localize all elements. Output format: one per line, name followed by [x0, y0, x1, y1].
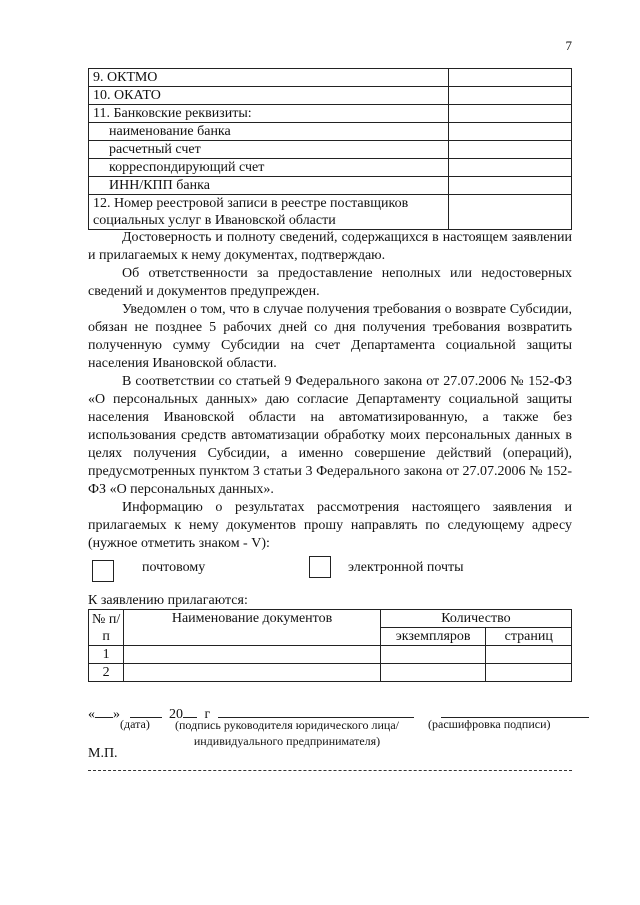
stamp-place: М.П.: [88, 746, 118, 761]
requisite-label: наименование банка: [89, 123, 449, 141]
attachments-title: К заявлению прилагаются:: [88, 593, 248, 608]
paragraph-refund-notice: Уведомлен о том, что в случае получения требования о возврате Субсидии, обязан не позднее 5 рабочих дней со дня получения требования возвратить полученную сумму Субсидии на счет Департамента социальной защиты населения Ивановской области.: [88, 302, 572, 371]
requisite-row: [89, 69, 572, 87]
requisite-row: [89, 105, 572, 123]
attachment-pages-field[interactable]: [486, 646, 572, 664]
signature-field[interactable]: [218, 703, 414, 718]
attachment-number: 2: [89, 664, 124, 682]
requisite-label: ИНН/КПП банка: [89, 177, 449, 195]
requisite-label: 12. Номер реестровой записи в реестре поставщиков социальных услуг в Ивановской области: [89, 195, 449, 230]
attachment-name-field[interactable]: [124, 664, 381, 682]
attachment-copies-field[interactable]: [380, 664, 486, 682]
attachment-number: 1: [89, 646, 124, 664]
requisite-label: расчетный счет: [89, 141, 449, 159]
requisite-row: [89, 141, 572, 159]
requisite-value-field[interactable]: [449, 69, 572, 87]
column-header-quantity: Количество: [380, 610, 571, 628]
signature-decoding-field[interactable]: [441, 703, 589, 718]
year-prefix: 20: [169, 707, 183, 722]
attachment-row: [89, 646, 572, 664]
requisite-value-field[interactable]: [449, 159, 572, 177]
requisite-row: [89, 87, 572, 105]
requisites-table: [88, 68, 572, 230]
month-field[interactable]: [130, 703, 162, 718]
day-field[interactable]: [95, 703, 113, 718]
column-header-document-name: Наименование документов: [124, 610, 381, 646]
attachment-copies-field[interactable]: [380, 646, 486, 664]
requisite-row: [89, 123, 572, 141]
column-header-number: № п/п: [89, 610, 124, 646]
email-option-label: электронной почты: [348, 560, 464, 575]
requisite-label: 9. ОКТМО: [89, 69, 449, 87]
email-checkbox[interactable]: [309, 556, 331, 578]
date-open-quote: «: [88, 707, 95, 722]
requisite-label: 10. ОКАТО: [89, 87, 449, 105]
requisite-value-field[interactable]: [449, 195, 572, 230]
requisite-row: [89, 177, 572, 195]
requisite-value-field[interactable]: [449, 177, 572, 195]
paragraph-responsibility: Об ответственности за предоставление неполных или недостоверных сведений и документов предупрежден.: [88, 266, 572, 299]
postal-checkbox[interactable]: [92, 560, 114, 582]
requisite-value-field[interactable]: [449, 123, 572, 141]
requisite-row: [89, 195, 572, 230]
column-header-pages: страниц: [486, 628, 572, 646]
attachments-table: [88, 609, 572, 682]
attachment-pages-field[interactable]: [486, 664, 572, 682]
paragraph-delivery-request: Информацию о результатах рассмотрения настоящего заявления и прилагаемых к нему документов прошу направлять по следующему адресу (нужное отметить знаком - V):: [88, 500, 572, 551]
page-number: 7: [565, 38, 572, 53]
postal-option-label: почтовому: [142, 560, 206, 575]
caption-decoding: (расшифровка подписи): [428, 717, 551, 731]
requisite-value-field[interactable]: [449, 105, 572, 123]
attachment-row: [89, 664, 572, 682]
year-field[interactable]: [183, 703, 197, 718]
requisite-label: 11. Банковские реквизиты:: [89, 105, 449, 123]
requisite-row: [89, 159, 572, 177]
caption-signature: (подпись руководителя юридического лица/ индивидуального предпринимателя): [175, 718, 399, 748]
date-close-quote: »: [113, 707, 120, 722]
paragraph-confirmation: Достоверность и полноту сведений, содержащихся в настоящем заявлении и прилагаемых к нему документах, подтверждаю.: [88, 230, 572, 263]
caption-date: (дата): [120, 717, 150, 731]
year-suffix: г: [204, 707, 211, 722]
cut-line: [88, 770, 572, 771]
paragraph-personal-data-consent: В соответствии со статьей 9 Федерального закона от 27.07.2006 № 152-ФЗ «О персональных данных» даю согласие Департаменту социальной защиты населения Ивановской области на автоматизированную, а также без использования средств автоматизации обработку моих персональных данных в целях получения Субсидии, а именно совершение действий (операций), предусмотренных пунктом 3 статьи 3 Федерального закона от 27.07.2006 № 152-ФЗ «О персональных данных».: [88, 374, 572, 497]
requisite-value-field[interactable]: [449, 87, 572, 105]
column-header-copies: экземпляров: [380, 628, 486, 646]
attachment-name-field[interactable]: [124, 646, 381, 664]
requisite-value-field[interactable]: [449, 141, 572, 159]
requisite-label: корреспондирующий счет: [89, 159, 449, 177]
